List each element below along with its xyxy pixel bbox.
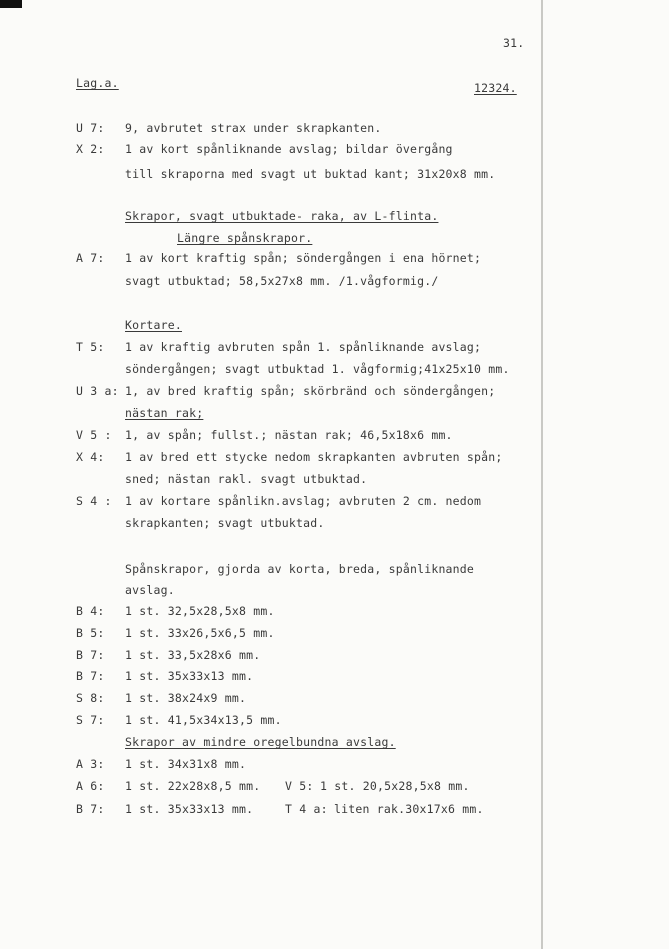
line-label: S 7:	[76, 713, 105, 727]
line-text: 1 av kort spånliknande avslag; bildar övergång	[125, 142, 453, 156]
header-right: 12324.	[474, 81, 517, 95]
line-text: 1 st. 41,5x34x13,5 mm.	[125, 713, 282, 727]
line-text: sned; nästan rakl. svagt utbuktad.	[125, 472, 368, 486]
line-label: T 5:	[76, 340, 105, 354]
section-subheading: Längre spånskrapor.	[177, 231, 313, 245]
line-label: X 2:	[76, 142, 105, 156]
line-label: B 5:	[76, 626, 105, 640]
line-text: 1 av kort kraftig spån; söndergången i ena hörnet;	[125, 251, 482, 265]
line-label: A 3:	[76, 757, 105, 771]
header-left: Lag.a.	[76, 76, 119, 90]
section-subheading: Kortare.	[125, 318, 182, 332]
line-label: T 4 a:	[285, 802, 328, 816]
page-edge-line	[541, 0, 543, 949]
line-text: 1, av spån; fullst.; nästan rak; 46,5x18x6 mm.	[125, 428, 453, 442]
line-text: skrapkanten; svagt utbuktad.	[125, 516, 325, 530]
section-heading: Spånskrapor, gjorda av korta, breda, spånliknande	[125, 562, 475, 576]
line-label: B 7:	[76, 648, 105, 662]
line-text: söndergången; svagt utbuktad 1. vågformig;41x25x10 mm.	[125, 362, 510, 376]
line-label: X 4:	[76, 450, 105, 464]
line-text: 1 st. 32,5x28,5x8 mm.	[125, 604, 275, 618]
line-label: A 6:	[76, 779, 105, 793]
line-label: B 7:	[76, 802, 105, 816]
line-text: 1 st. 22x28x8,5 mm.	[125, 779, 261, 793]
corner-mark	[0, 0, 22, 8]
section-heading: Skrapor, svagt utbuktade- raka, av L-flinta.	[125, 209, 439, 223]
line-label: S 4 :	[76, 494, 112, 508]
line-text: 9, avbrutet strax under skrapkanten.	[125, 121, 382, 135]
line-text: 1 st. 33x26,5x6,5 mm.	[125, 626, 275, 640]
line-text: nästan rak;	[125, 406, 204, 420]
line-text: 1 st. 34x31x8 mm.	[125, 757, 247, 771]
line-text: 1 st. 33,5x28x6 mm.	[125, 648, 261, 662]
line-text: 1 av bred ett stycke nedom skrapkanten avbruten spån;	[125, 450, 503, 464]
line-text: svagt utbuktad; 58,5x27x8 mm. /1.vågformig./	[125, 274, 439, 288]
page-number: 31.	[503, 36, 525, 50]
line-label: V 5 :	[76, 428, 112, 442]
line-label: A 7:	[76, 251, 105, 265]
line-label: V 5:	[285, 779, 314, 793]
line-text: 1 st. 20,5x28,5x8 mm.	[320, 779, 470, 793]
line-text: 1 av kraftig avbruten spån 1. spånliknande avslag;	[125, 340, 482, 354]
line-text: till skraporna med svagt ut buktad kant; 31x20x8 mm.	[125, 167, 496, 181]
line-label: U 7:	[76, 121, 105, 135]
line-label: B 7:	[76, 669, 105, 683]
section-heading: Skrapor av mindre oregelbundna avslag.	[125, 735, 396, 749]
line-text: 1 av kortare spånlikn.avslag; avbruten 2 cm. nedom	[125, 494, 482, 508]
line-text: liten rak.30x17x6 mm.	[334, 802, 484, 816]
line-text: avslag.	[125, 583, 175, 597]
line-label: S 8:	[76, 691, 105, 705]
line-label: B 4:	[76, 604, 105, 618]
line-text: 1, av bred kraftig spån; skörbränd och söndergången;	[125, 384, 496, 398]
line-text: 1 st. 35x33x13 mm.	[125, 669, 254, 683]
line-label: U 3 a:	[76, 384, 119, 398]
line-text: 1 st. 38x24x9 mm.	[125, 691, 247, 705]
line-text: 1 st. 35x33x13 mm.	[125, 802, 254, 816]
